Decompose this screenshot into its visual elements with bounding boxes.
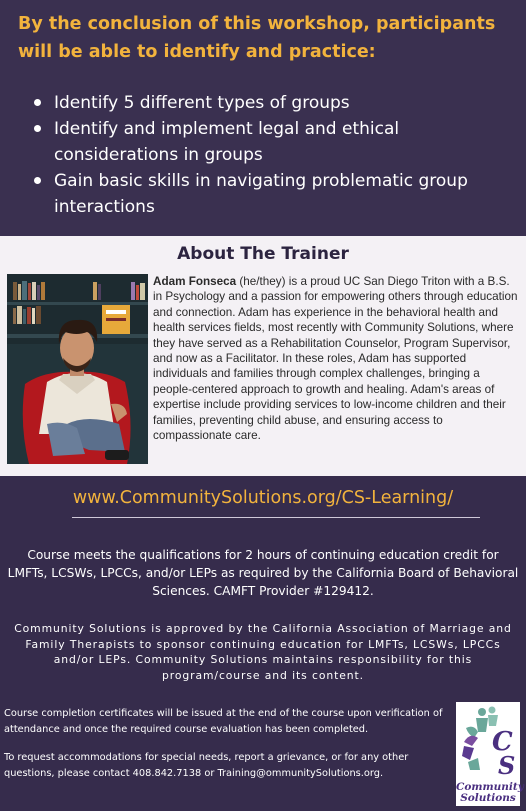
accommodations-note: To request accommodations for special needs, report a grievance, or for any other questions, please contact 408.842.7138 or Training@ommunitySolutions.org. <box>4 752 409 779</box>
bullet-icon <box>34 125 41 132</box>
trainer-name: Adam Fonseca <box>153 275 237 288</box>
logo-text-line2: Solutions <box>460 792 516 804</box>
objective-item <box>30 168 510 220</box>
svg-text:S: S <box>498 751 516 780</box>
objective-text: Identify and implement legal and ethical considerations in groups <box>54 119 400 165</box>
trainer-title: About The Trainer <box>177 244 349 264</box>
community-solutions-logo <box>456 702 524 806</box>
objective-item <box>30 90 510 116</box>
trainer-photo <box>7 274 148 464</box>
objective-text: Gain basic skills in navigating problematic group interactions <box>54 171 468 217</box>
trainer-bio <box>153 274 519 443</box>
logo-text-line1: Community <box>456 781 524 793</box>
objectives-heading: By the conclusion of this workshop, participants will be able to identify and practice: <box>18 14 496 62</box>
ce-credit-text: Course meets the qualifications for 2 hours of continuing education credit for LMFTs, LCSWs, LPCCs, and/or LEPs as required by the California Board of Behavioral Sciences. CAMFT Provider #129412. <box>7 548 519 598</box>
footer-notes <box>4 706 450 794</box>
svg-text:C: C <box>492 727 513 757</box>
divider <box>72 517 480 518</box>
camft-approval-text: Community Solutions is approved by the California Association of Marriage and Family Therapists to sponsor continuing education for LMFTs, LCSWs, LPCCs and/or LEPs. Community Solutions maintains responsibility for this program/course and its content. <box>14 622 512 682</box>
logo-mark-icon <box>456 702 520 782</box>
bullet-icon <box>34 99 41 106</box>
bullet-icon <box>34 177 41 184</box>
objective-item <box>30 116 510 168</box>
objective-text: Identify 5 different types of groups <box>54 93 350 113</box>
trainer-bio-text: (he/they) is a proud UC San Diego Triton with a B.S. in Psychology and a passion for empowering others through education and connection. Adam has experience in the behavioral health and health services fields, most recently with Community Solutions, where they have served as a Rehabilitation Counselor, Program Supervisor, and now as a Facilitator. In these roles, Adam has supported individuals and families through complex challenges, bringing a people-centered approach to growth and healing. Adam's areas of expertise include providing services to low-income children and their families, preventing child abuse, and ensuring access to compassionate care. <box>153 275 518 443</box>
objectives-list <box>30 90 510 220</box>
trainer-photo-illustration <box>7 274 148 464</box>
learning-link[interactable]: www.CommunitySolutions.org/CS-Learning/ <box>72 488 454 508</box>
objectives-section <box>0 0 526 236</box>
trainer-section <box>0 236 526 476</box>
certificates-note: Course completion certificates will be issued at the end of the course upon verification of attendance and once the required course evaluation has been completed. <box>4 708 443 735</box>
